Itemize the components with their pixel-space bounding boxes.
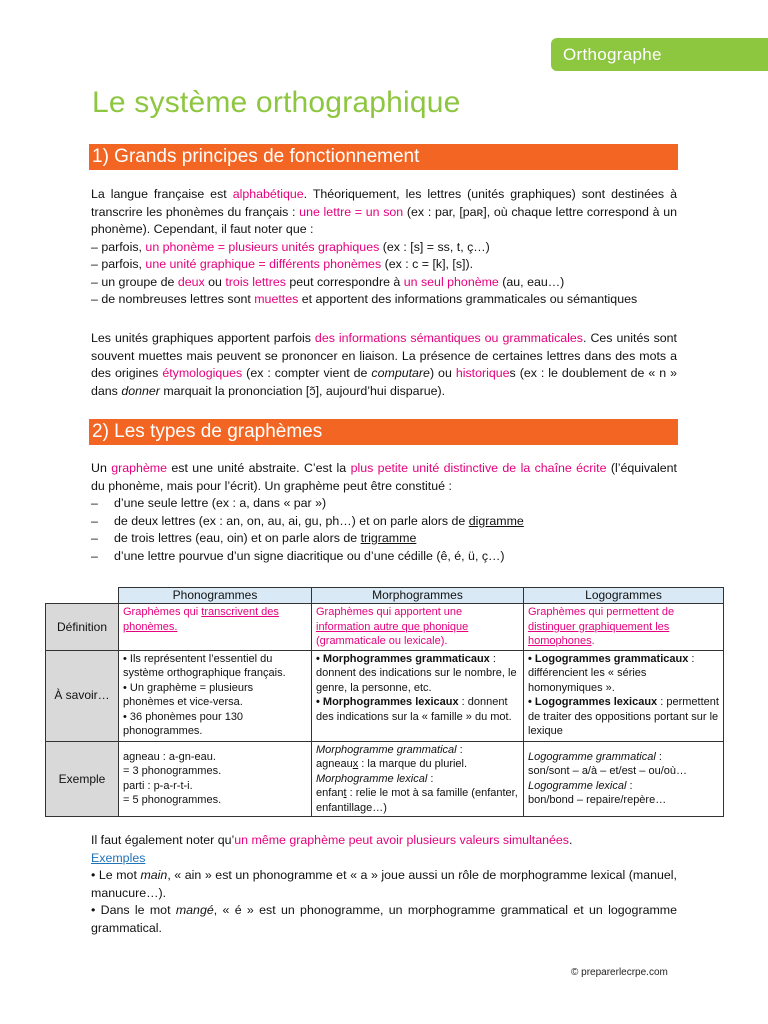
examples-link[interactable]: Exemples — [91, 850, 146, 865]
table-cell: Graphèmes qui permettent de distinguer graphiquement les homophones. — [524, 604, 724, 651]
row-header: Définition — [46, 604, 119, 651]
table-cell: • Ils représentent l’essentiel du système orthographique français. • Un graphème = plusieurs phonèmes et vice-versa. • 36 phonèmes pour 130 phonogrammes. — [119, 650, 312, 741]
list-item: – parfois, un phonème = plusieurs unités graphiques (ex : [s] = ss, t, ç…) — [91, 239, 490, 254]
list-item: – de nombreuses lettres sont muettes et apportent des informations grammaticales ou sémantiques — [91, 292, 638, 306]
table-cell: • Logogrammes grammaticaux : différencient les « séries homonymiques ». • Logogrammes lexicaux : permettent de traiter des oppositions portant sur le lexique — [524, 650, 724, 741]
table-cell: Graphèmes qui apportent une information autre que phonique (grammaticale ou lexicale). — [312, 604, 524, 651]
table-cell: Morphogramme grammatical : agneaux : la marque du pluriel. Morphogramme lexical : enfant : relie le mot à sa famille (enfanter, enfantillage…) — [312, 741, 524, 817]
table-cell: Graphèmes qui transcrivent des phonèmes. — [119, 604, 312, 651]
table-row — [46, 741, 724, 817]
note-paragraph: Il faut également noter qu’un même graphème peut avoir plusieurs valeurs simultanées. Exemples • Le mot main, « ain » est un phonogramme et « a » joue aussi un rôle de morphogramme lexical (manuel, manucure…). • Dans le mot mangé, « é » est un phonogramme, un morphogramme grammatical et un logogramme grammatical. — [91, 833, 677, 935]
section1-paragraph-1: La langue française est alphabétique. Théoriquement, les lettres (unités graphiques) sont destinées à transcrire les phonèmes du français : une lettre = un son (ex : par, [paʀ], où chaque lettre correspond à un phonème). Cependant, il faut noter que : – parfois, un phonème = plusieurs unités graphiques (ex : [s] = ss, t, ç…) – parfois, une unité graphique = différents phonèmes (ex : c = [k], [s]). – un groupe de deux ou trois lettres peut correspondre à un seul phonème (au, eau…) – de nombreuses lettres sont muettes et apportent des informations grammaticales ou sémantiques — [91, 186, 677, 309]
list-item: – de deux lettres (ex : an, on, au, ai, gu, ph…) et on parle alors de digramme — [91, 513, 524, 528]
category-tag: Orthographe — [551, 38, 768, 71]
table-cell: Logogramme grammatical : son/sont – a/à – et/est – ou/où… Logogramme lexical : bon/bond – repaire/repère… — [524, 741, 724, 817]
graphemes-table — [45, 587, 724, 817]
list-item: – de trois lettres (eau, oin) et on parle alors de trigramme — [91, 531, 417, 545]
column-header: Logogrammes — [524, 588, 724, 604]
column-header: Phonogrammes — [119, 588, 312, 604]
list-item: – d’une seule lettre (ex : a, dans « par ») — [91, 496, 327, 510]
list-item: – d’une lettre pourvue d’un signe diacritique ou d’une cédille (ê, é, ü, ç…) — [91, 548, 505, 563]
table-header-row — [46, 588, 724, 604]
list-item: – parfois, une unité graphique = différents phonèmes (ex : c = [k], [s]). — [91, 257, 474, 271]
table-corner — [46, 588, 119, 604]
page-title: Le système orthographique — [92, 86, 461, 119]
section-heading-1: 1) Grands principes de fonctionnement — [89, 144, 678, 170]
row-header: À savoir… — [46, 650, 119, 741]
copyright-footer: © preparerlecrpe.com — [571, 967, 668, 978]
list-item: – un groupe de deux ou trois lettres peut correspondre à un seul phonème (au, eau…) — [91, 274, 565, 289]
table-cell: agneau : a-gn-eau. = 3 phonogrammes. parti : p-a-r-t-i. = 5 phonogrammes. — [119, 741, 312, 817]
table-row — [46, 650, 724, 741]
row-header: Exemple — [46, 741, 119, 817]
section-heading-2: 2) Les types de graphèmes — [89, 419, 678, 445]
section2-paragraph: Un graphème est une unité abstraite. C’est la plus petite unité distinctive de la chaîne écrite (l’équivalent du phonème, mais pour l’écrit). Un graphème peut être constitué : – d’une seule lettre (ex : a, dans « par ») – de deux lettres (ex : an, on, au, ai, gu, ph…) et on parle alors de digramme – de trois lettres (eau, oin) et on parle alors de trigramme – d’une lettre pourvue d’un signe diacritique ou d’une cédille (ê, é, ü, ç…) — [91, 460, 677, 565]
table-row — [46, 604, 724, 651]
table-cell: • Morphogrammes grammaticaux : donnent des indications sur le nombre, le genre, la personne, etc. • Morphogrammes lexicaux : donnent des indications sur la « famille » du mot. — [312, 650, 524, 741]
section1-paragraph-2: Les unités graphiques apportent parfois des informations sémantiques ou grammaticales. Ces unités sont souvent muettes mais peuvent se prononcer en liaison. La présence de certaines lettres dans des mots a des origines étymologiques (ex : compter vient de computare) ou historiques (ex : le doublement de « n » dans donner marquait la prononciation [ɔ̃], aujourd’hui disparue). — [91, 331, 677, 398]
column-header: Morphogrammes — [312, 588, 524, 604]
